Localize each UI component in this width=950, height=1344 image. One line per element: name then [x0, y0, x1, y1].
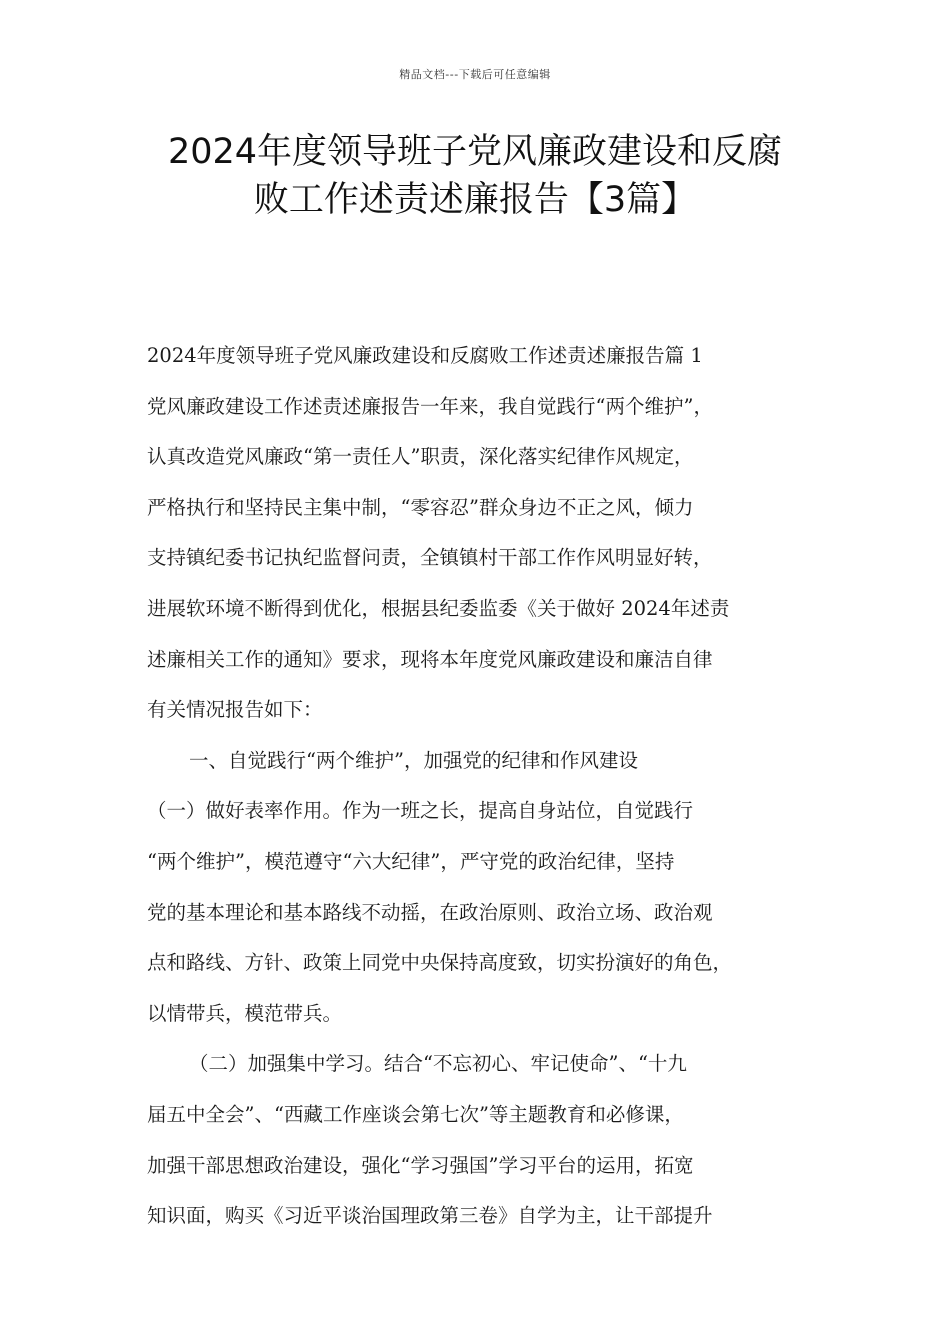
page-header-note: 精品文档---下载后可任意编辑: [399, 68, 551, 81]
title-line-2: 败工作述责述廉报告【3篇】: [253, 180, 697, 220]
body-line: 知识面，购买《习近平谈治国理政第三卷》自学为主，让干部提升: [147, 1204, 713, 1228]
body-line: 点和路线、方针、政策上同党中央保持高度致，切实扮演好的角色，: [147, 951, 733, 975]
body-line: 严格执行和坚持民主集中制，“零容忍”群众身边不正之风，倾力: [147, 495, 694, 519]
body-line: 以情带兵，模范带兵。: [147, 1001, 343, 1025]
body-line: 党风廉政建设工作述责述廉报告一年来，我自觉践行“两个维护”，: [147, 394, 713, 418]
body-line: 述廉相关工作的通知》要求，现将本年度党风廉政建设和廉洁自律: [147, 647, 713, 671]
body-line: 有关情况报告如下：: [147, 698, 323, 722]
body-line: 进展软环境不断得到优化，根据县纪委监委《关于做好 2024年述责: [147, 596, 730, 620]
body-line: 支持镇纪委书记执纪监督问责，全镇镇村干部工作作风明显好转，: [147, 546, 713, 570]
subsection-start: （二）加强集中学习。结合“不忘初心、牢记使命”、“十九: [189, 1052, 687, 1076]
body-line: 2024年度领导班子党风廉政建设和反腐败工作述责述廉报告篇 1: [147, 344, 703, 367]
body-line: 加强干部思想政治建设，强化“学习强国”学习平台的运用，拓宽: [147, 1153, 694, 1177]
body-line: （一）做好表率作用。作为一班之长，提高自身站位，自觉践行: [147, 799, 694, 823]
title-line-1: 2024年度领导班子党风廉政建设和反腐: [167, 132, 783, 172]
section-heading: 一、自觉践行“两个维护”，加强党的纪律和作风建设: [189, 748, 638, 772]
body-line: “两个维护”，模范遵守“六大纪律”，严守党的政治纪律，坚持: [147, 849, 675, 873]
body-line: 党的基本理论和基本路线不动摇，在政治原则、政治立场、政治观: [147, 900, 713, 924]
body-line: 届五中全会”、“西藏工作座谈会第七次”等主题教育和必修课，: [147, 1102, 684, 1126]
body-line: 认真改造党风廉政“第一责任人”职责，深化落实纪律作风规定，: [147, 445, 694, 469]
document-body: [147, 331, 827, 1242]
document-title: [60, 128, 890, 224]
